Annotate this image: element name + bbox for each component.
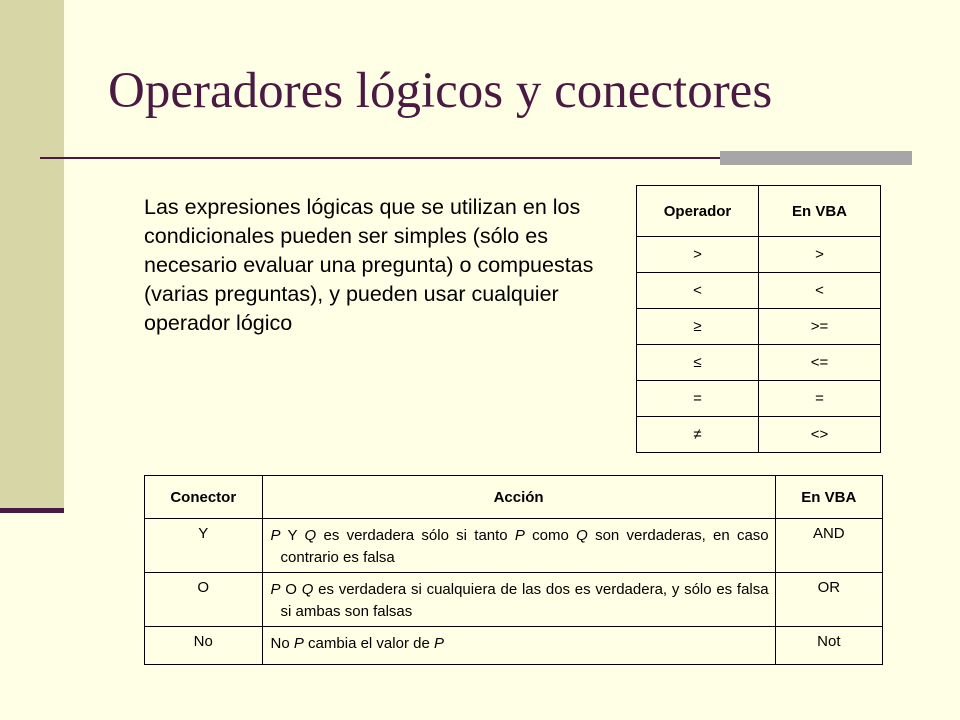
connectors-header-row: [145, 476, 883, 519]
connector-vba: AND: [775, 519, 882, 573]
operators-table: [636, 185, 881, 453]
connector-action: P O Q es verdadera si cualquiera de las dos es verdadera, y sólo es falsa si ambas son falsas: [262, 573, 775, 627]
operators-row-greater: [637, 237, 881, 273]
decorative-side-bar-underline: [0, 508, 64, 513]
connector-vba: Not: [775, 627, 882, 665]
slide-title: Operadores lógicos y conectores: [108, 63, 773, 119]
operator-vba: >=: [759, 309, 881, 345]
operator-symbol: >: [637, 237, 759, 273]
connector-row-and: [145, 519, 883, 573]
operators-row-less: [637, 273, 881, 309]
connector-vba: OR: [775, 573, 882, 627]
operator-symbol: ≥: [637, 309, 759, 345]
operator-vba: <>: [759, 417, 881, 453]
operators-row-equal: [637, 381, 881, 417]
operator-symbol: ≤: [637, 345, 759, 381]
connector-action: P Y Q es verdadera sólo si tanto P como Q son verdaderas, en caso contrario es falsa: [262, 519, 775, 573]
connectors-table: [144, 475, 883, 665]
connector-name: Y: [145, 519, 263, 573]
operator-vba: =: [759, 381, 881, 417]
connectors-header-action: Acción: [262, 476, 775, 519]
title-divider-accent: [720, 151, 912, 165]
operators-header-row: [637, 186, 881, 237]
operators-row-less-equal: [637, 345, 881, 381]
operators-header-vba: En VBA: [759, 186, 881, 237]
connectors-header-vba: En VBA: [775, 476, 882, 519]
connector-name: No: [145, 627, 263, 665]
operator-vba: >: [759, 237, 881, 273]
operator-symbol: <: [637, 273, 759, 309]
connector-row-not: [145, 627, 883, 665]
operator-symbol: ≠: [637, 417, 759, 453]
connector-row-or: [145, 573, 883, 627]
operator-symbol: =: [637, 381, 759, 417]
connector-name: O: [145, 573, 263, 627]
operator-vba: <=: [759, 345, 881, 381]
operators-row-not-equal: [637, 417, 881, 453]
operator-vba: <: [759, 273, 881, 309]
connector-action: No P cambia el valor de P: [262, 627, 775, 665]
decorative-side-bar: [0, 0, 64, 512]
operators-row-greater-equal: [637, 309, 881, 345]
operators-header-operator: Operador: [637, 186, 759, 237]
connectors-header-connector: Conector: [145, 476, 263, 519]
intro-paragraph: Las expresiones lógicas que se utilizan en los condicionales pueden ser simples (sólo es necesario evaluar una pregunta) o compuestas (varias preguntas), y pueden usar cualquier operador lógico: [144, 195, 594, 335]
